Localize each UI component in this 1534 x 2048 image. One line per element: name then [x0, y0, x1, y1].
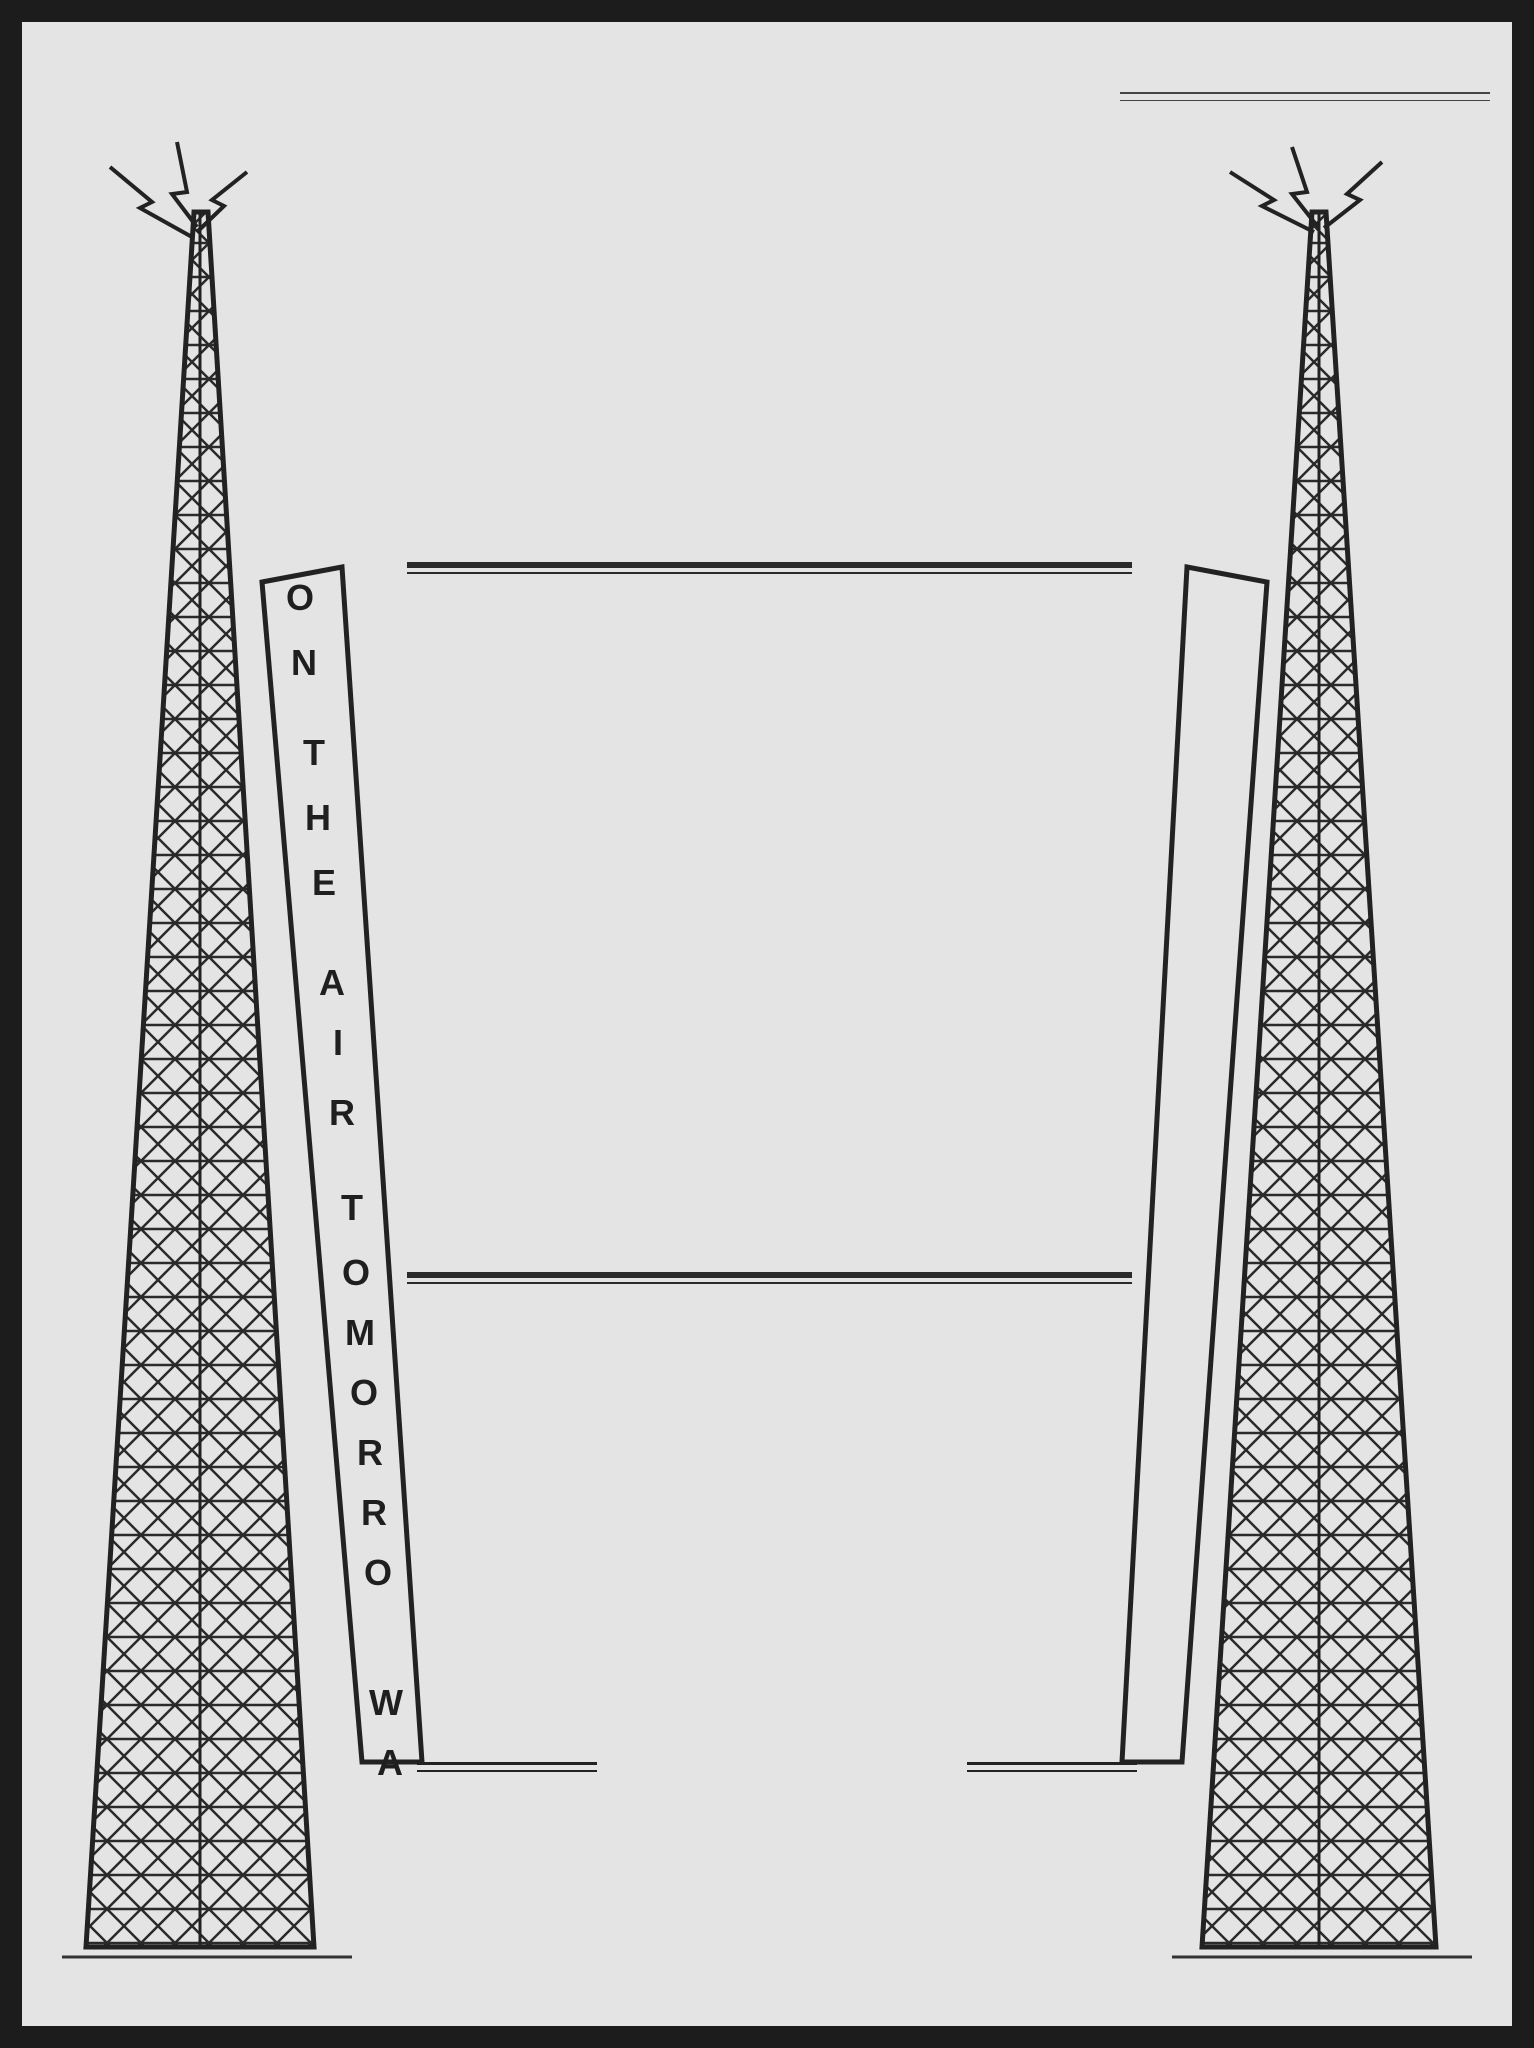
banner-letter: W [369, 1682, 403, 1723]
banner-letter: N [291, 642, 317, 683]
banner-letter: M [345, 1312, 375, 1353]
banner-letter: T [303, 732, 325, 773]
header-divider [407, 562, 1132, 574]
banner-letter: A [319, 962, 345, 1003]
banner-letter: O [341, 1252, 370, 1293]
banner-letter: O [349, 1372, 378, 1413]
banner-letter: E [311, 862, 336, 903]
banner-letter: R [329, 1092, 355, 1133]
banner-letter: R [361, 1492, 387, 1533]
banner-letter: O [285, 577, 314, 618]
banner-letter: H [305, 797, 331, 838]
schedule-morning [407, 742, 787, 1262]
banner-letter: I [332, 1022, 343, 1063]
banner-letter: A [377, 1742, 403, 1783]
left-dial-rule [417, 1762, 597, 1772]
right-dial-rule [967, 1762, 1137, 1772]
banner-letter: R [357, 1432, 383, 1473]
left-lightning-bolts [110, 142, 247, 237]
statement-body [452, 1390, 1072, 1400]
banner-letter: T [341, 1187, 363, 1228]
schedule-afternoon [777, 742, 1157, 1262]
right-lightning-bolts [1230, 147, 1382, 232]
newspaper-page [22, 22, 1512, 2026]
schedule-divider [407, 1272, 1132, 1284]
banner-letter: O [363, 1552, 392, 1593]
